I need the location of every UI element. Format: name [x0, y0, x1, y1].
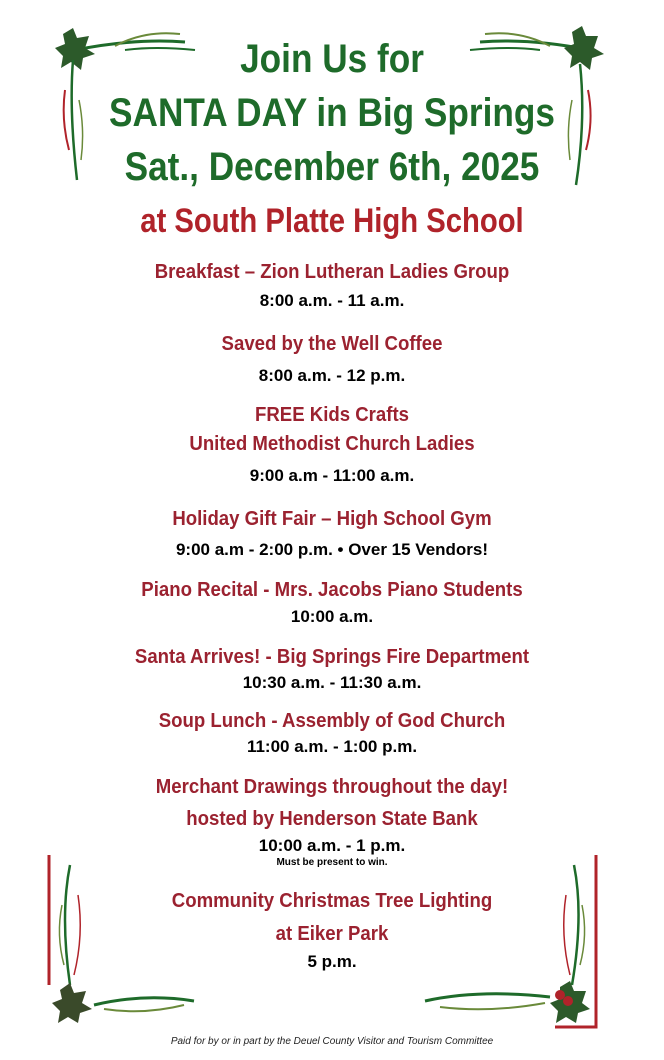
event-title: Saved by the Well Coffee	[221, 333, 443, 355]
event-time: 9:00 a.m - 2:00 p.m. • Over 15 Vendors!	[175, 540, 489, 559]
headline-line-1: Join Us for	[240, 37, 424, 81]
event-time: 5 p.m.	[307, 952, 357, 971]
event-subtitle: at Eiker Park	[275, 923, 389, 945]
event-subtitle: hosted by Henderson State Bank	[186, 808, 478, 830]
event-note: Must be present to win.	[276, 857, 388, 868]
event-title: Merchant Drawings throughout the day!	[155, 776, 509, 798]
event-time: 10:30 a.m. - 11:30 a.m.	[242, 673, 422, 692]
event-title: Santa Arrives! - Big Springs Fire Department	[134, 646, 530, 668]
event-time: 10:00 a.m.	[290, 607, 374, 626]
event-subtitle: United Methodist Church Ladies	[189, 433, 475, 455]
event-title: Breakfast – Zion Lutheran Ladies Group	[154, 261, 510, 283]
event-time: 8:00 a.m. - 11 a.m.	[259, 291, 405, 310]
event-title: FREE Kids Crafts	[254, 404, 410, 426]
event-title: Soup Lunch - Assembly of God Church	[158, 710, 506, 732]
event-title: Community Christmas Tree Lighting	[171, 890, 493, 912]
headline-line-2: SANTA DAY in Big Springs	[109, 91, 555, 135]
headline-line-3: Sat., December 6th, 2025	[124, 145, 540, 189]
event-time: 8:00 a.m. - 12 p.m.	[258, 366, 406, 385]
event-time: 10:00 a.m. - 1 p.m.	[258, 836, 406, 855]
sponsor-footer: Paid for by or in part by the Deuel County Visitor and Tourism Committee	[170, 1036, 494, 1047]
location-line: at South Platte High School	[140, 202, 524, 240]
event-title: Holiday Gift Fair – High School Gym	[172, 508, 492, 530]
event-time: 11:00 a.m. - 1:00 p.m.	[246, 737, 418, 756]
event-title: Piano Recital - Mrs. Jacobs Piano Students	[141, 579, 523, 601]
event-time: 9:00 a.m - 11:00 a.m.	[249, 466, 415, 485]
